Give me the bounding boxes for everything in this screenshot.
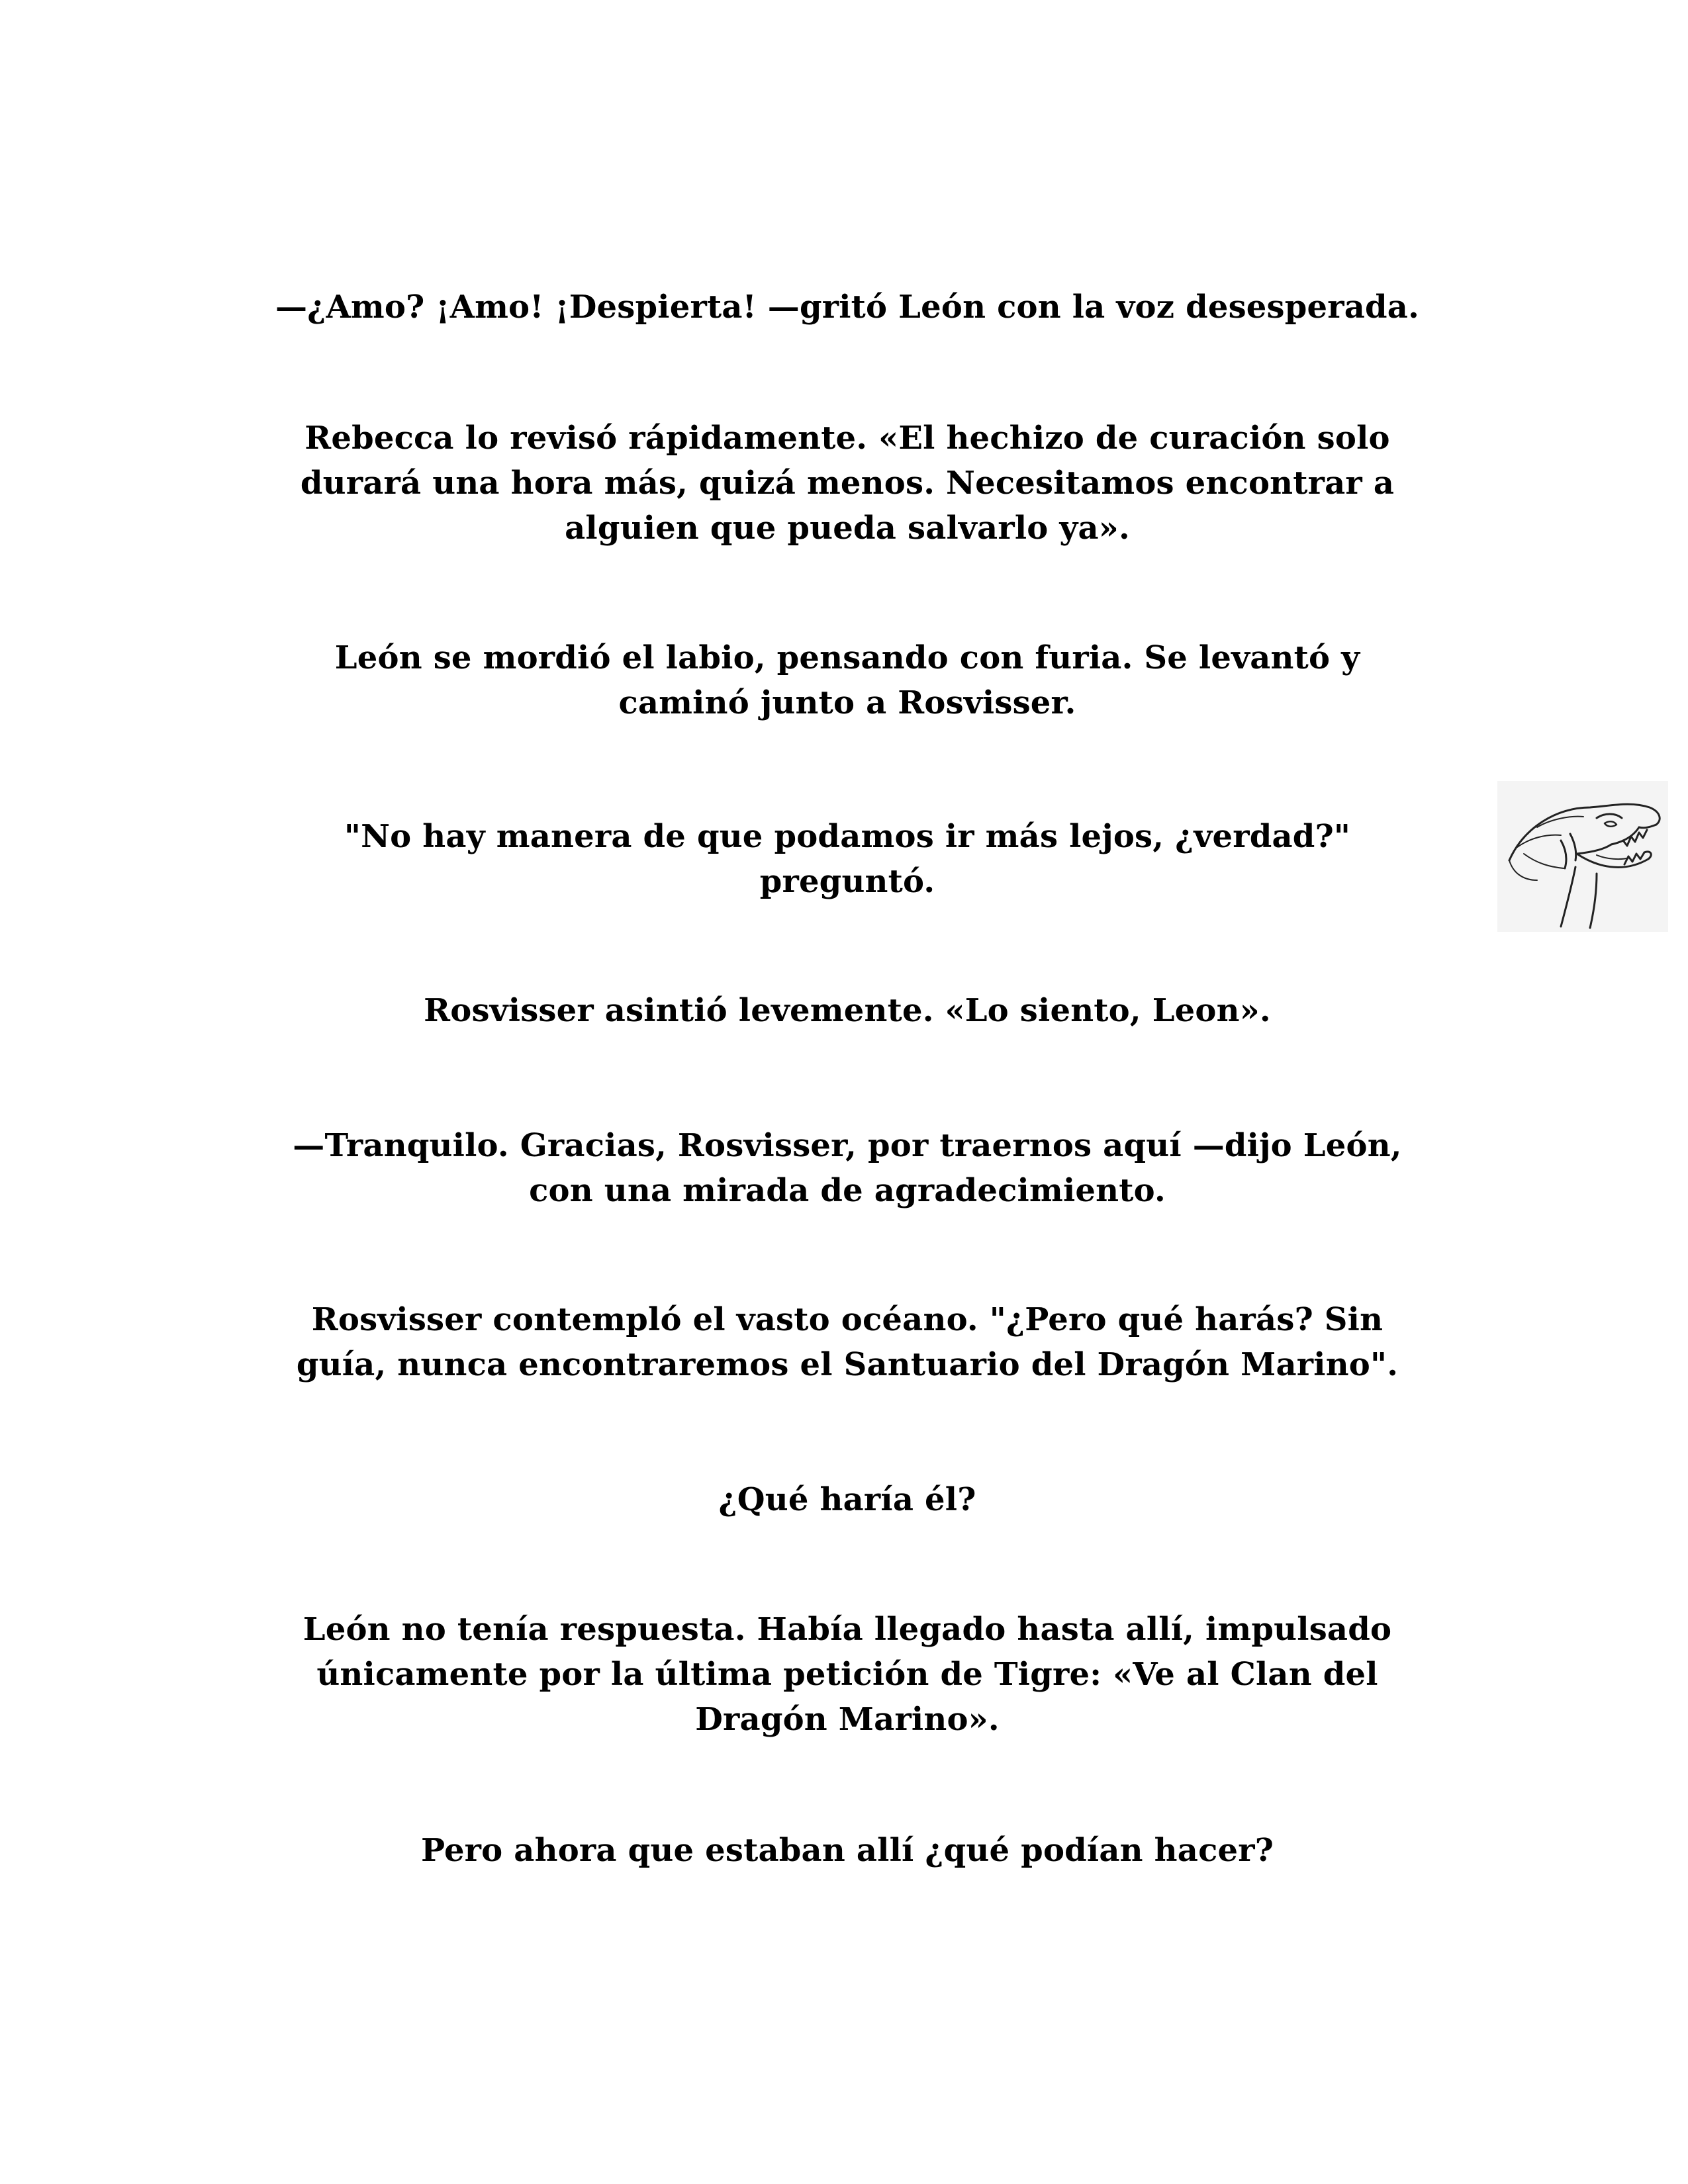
paragraph-line: Pero ahora que estaban allí ¿qué podían hacer? bbox=[420, 1832, 1274, 1869]
paragraph-line: Rosvisser contempló el vasto océano. "¿Pero qué harás? Sin bbox=[311, 1301, 1383, 1338]
paragraph-10 bbox=[199, 1828, 1496, 1873]
paragraph-line: ¿Qué haría él? bbox=[718, 1481, 976, 1518]
paragraph-line: León se mordió el labio, pensando con furia. Se levantó y bbox=[334, 639, 1360, 676]
paragraph-5 bbox=[199, 988, 1496, 1033]
paragraph-7 bbox=[199, 1297, 1496, 1387]
paragraph-8 bbox=[199, 1477, 1496, 1522]
paragraph-line: con una mirada de agradecimiento. bbox=[529, 1172, 1166, 1209]
paragraph-line: "No hay manera de que podamos ir más lejos, ¿verdad?" bbox=[344, 818, 1351, 855]
paragraph-4 bbox=[199, 814, 1496, 904]
paragraph-line: guía, nunca encontraremos el Santuario del Dragón Marino". bbox=[296, 1346, 1399, 1383]
paragraph-6 bbox=[199, 1123, 1496, 1213]
paragraph-line: —Tranquilo. Gracias, Rosvisser, por traernos aquí —dijo León, bbox=[293, 1127, 1402, 1164]
paragraph-3 bbox=[199, 635, 1496, 725]
paragraph-line: únicamente por la última petición de Tigre: «Ve al Clan del bbox=[316, 1656, 1378, 1693]
paragraph-line: caminó junto a Rosvisser. bbox=[618, 684, 1076, 721]
paragraph-line: —¿Amo? ¡Amo! ¡Despierta! —gritó León con la voz desesperada. bbox=[275, 289, 1420, 326]
paragraph-9 bbox=[199, 1607, 1496, 1742]
paragraph-line: León no tenía respuesta. Había llegado hasta allí, impulsado bbox=[303, 1611, 1392, 1648]
paragraph-line: Dragón Marino». bbox=[695, 1701, 1000, 1738]
paragraph-line: preguntó. bbox=[759, 863, 935, 900]
paragraph-line: Rosvisser asintió levemente. «Lo siento, Leon». bbox=[424, 992, 1271, 1029]
paragraph-line: durará una hora más, quizá menos. Necesitamos encontrar a bbox=[300, 465, 1395, 502]
dinosaur-head-sketch-icon bbox=[1497, 781, 1668, 932]
paragraph-2 bbox=[199, 416, 1496, 551]
paragraph-line: Rebecca lo revisó rápidamente. «El hechizo de curación solo bbox=[305, 420, 1390, 457]
paragraph-line: alguien que pueda salvarlo ya». bbox=[565, 510, 1130, 547]
paragraph-1 bbox=[199, 285, 1496, 330]
